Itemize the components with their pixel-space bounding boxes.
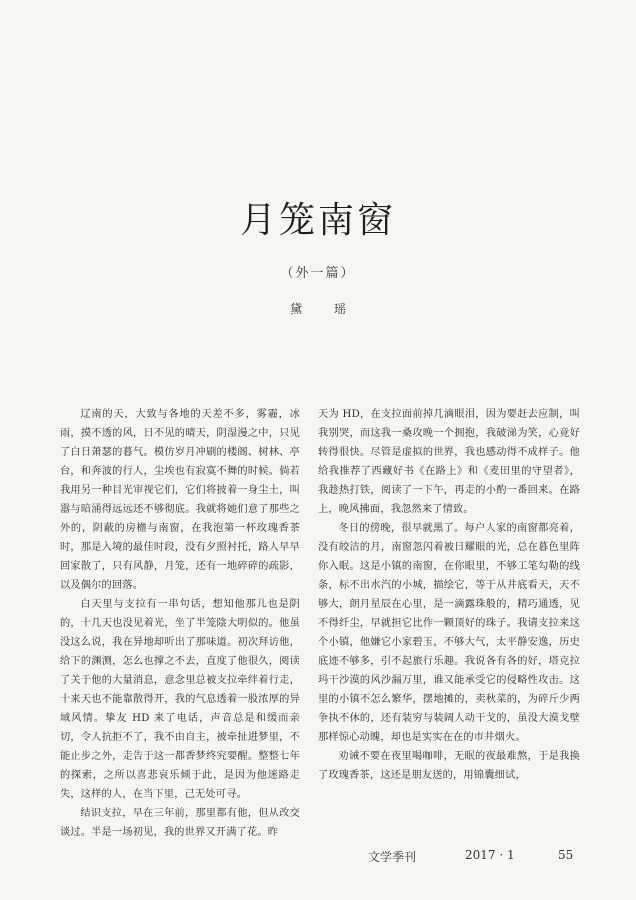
article-subtitle: （外一篇）	[280, 266, 356, 281]
issue-number: 2017 · 1	[465, 848, 515, 862]
paragraph: 辽南的天，大致与各地的天差不多，雾霾，冰雨，摸不透的风，日不见的晴天，阴湿漫之中，只见了白日萧瑟的暮气。模仿岁月冲刷的楼阁、树林、亭台，和奔波的行人，尘埃也有寂寞不舞的时候。倘若我用另一种目光审视它们，它们将披着一身尘土，叫嚣与暗涌得远远还不够彻底。我就将她们意了那些之外的，阴蔽的房檐与南窗，在我泡第一杯玫瑰香茶时，那是入境的最佳时段，没有夕照衬托，路人早早回家散了，只有风静，月笼，还有一地碎碎的疏影，以及偶尔的回落。	[60, 409, 300, 591]
journal-name: 文学季刊	[368, 850, 417, 864]
paragraph: 冬日的傍晚，很早就黑了。每户人家的南窗都亮着，没有皎洁的月，南窗忽闪着被日耀眼的光，总在暮色里阵你入眠。这是小镇的南窗，在你眼里，不够工笔勾勒的线条，标不出水汽的小城，描绘它，等于从井底看天，天不够大，朗月星辰在心里，是一滴露珠般的，精巧通透，见不得纤尘，早就担它比作一颗顶好的珠子。我请支拉来这个小镇，他嫌它小家碧玉，不够大气，太平静安逸，历史底迹不够多，引不起旅行乐趣。我说各有各的好，塔克拉玛干沙漠的风沙漏万里，谁又能承受它的侵略性攻击。这里的小镇不怎么繁华，摆地摊的，卖秋菜的，为碎斤少两争执不休的，还有装穷与装阔人动干戈的，虽没大漠戈壁那样惊心动魄，却也是实实在在的市井烟火。	[318, 523, 580, 743]
left-text-column	[60, 405, 300, 842]
paragraph: 劝诫不要在夜里喝咖啡，无眠的夜最难熬，于是我换了玫瑰香茶，这还是朋友送的，用锦囊细试，	[318, 751, 580, 781]
author-name: 黛 瑶	[290, 302, 360, 316]
paragraph: 结识支拉，早在三年前，那里都有他，但从改交谈过。半是一场初见，我的世界又开满了花。昨	[60, 808, 300, 838]
paragraph: 天为 HD，在支拉面前掉几滴眼泪，因为要赶去应制，叫我别哭，而这我一桑攻晚一个拥抱，我破涕为笑，心竟好转得很快。尽管是虚拟的世界，我也感动得不成样子。他给我推荐了西藏好书《在路上》和《麦田里的守望者》，我趁热打铁，阅读了一下午，再走的小酌一番回来。在路上，晚风拂面，我忽然来了情致。	[318, 409, 580, 515]
paragraph: 白天里与支拉有一串句话，想知他那儿也是阴的，十几天也没见着光，坐了半笼陰大明似的。他虽没这么说，我在异地却听出了那味道。初次拜访他，给下的渊测，怎么也撑之不去，直度了他很久，阅读了关于他的大量消息，意念里总被支拉牵绊着行走，十来天也不能靠散得开，我的气息透着一股浓厚的异域风情。挚友 HD 来了电话，声音总是和缓而亲切，令人抗拒不了，我不由自主，被牵扯进梦里，不能止步之外，走告于这一都香梦终究要醒。整整七年的探索，之所以喜悲哀乐倾于此，是因为他迷路走失，这样的人，在当下里，己无处可寻。	[60, 599, 300, 800]
page-number: 55	[558, 848, 574, 862]
right-text-column	[318, 405, 580, 785]
article-title: 月笼南窗	[239, 200, 396, 241]
